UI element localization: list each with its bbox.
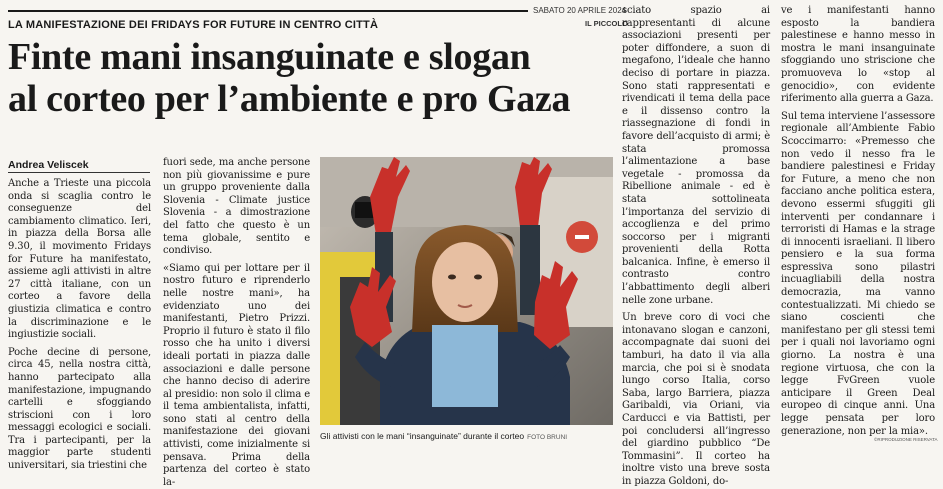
headline-line-2: al corteo per l’ambiente e pro Gaza — [8, 78, 571, 120]
headline-line-1: Finte mani insanguinate e slogan — [8, 36, 531, 78]
issue-date: SABATO 20 APRILE 2024 — [533, 6, 627, 15]
paragraph: «Siamo qui per lottare per il nostro futuro e riprenderlo nelle nostre mani», ha evidenziato uno dei manifestanti, Pietro Prizzi. Proprio il futuro è stato il filo rosso che ha unito i diversi ideali portati in piazza dalle associazioni e dalle persone che hanno deciso di aderire al presidio: non solo il clima e il tema ambientalista, infatti, sono stati al centro della manifestazione dei giovani attivisti, come inizialmente si pensava. Prima della partenza del corteo è stato la- — [163, 262, 310, 488]
photo-caption — [320, 431, 613, 441]
top-rule — [8, 10, 528, 12]
newspaper-name: IL PICCOLO — [585, 19, 628, 28]
photo-credit: FOTO BRUNI — [527, 434, 568, 441]
protesters-photo — [320, 157, 613, 425]
reproduction-notice: ©RIPRODUZIONE RISERVATA — [874, 437, 938, 442]
article-column-3 — [622, 5, 770, 489]
article-column-4 — [781, 5, 935, 438]
article-column-2 — [163, 157, 310, 489]
paragraph: sciato spazio ai rappresentanti di alcune associazioni presenti per poter diffondere, a suon di megafono, l’ideale che hanno deciso di portare in piazza. Sono stati rappresentati e rivendicati il tema della pace e il dissenso contro la riassegnazione di fondi in favore dell’acquisto di armi; è stata promossa l’alimentazione a base vegetale - promossa da Ribellione animale - ed è stata sottolineata l’importanza del servizio di accoglienza e del primo soccorso per i migranti provenienti della Rotta balcanica. Infine, è emerso il contrasto contro l’abbattimento degli alberi nelle zone urbane. — [622, 5, 770, 306]
headline — [8, 36, 618, 120]
paragraph: Poche decine di persone, circa 45, nella nostra città, hanno partecipato alla manifestazione, impugnando cartelli e sfoggiando striscioni con i loro messaggi ecologici e sociali. Tra i partecipanti, per la maggior parte studenti universitari, sia triestini che — [8, 346, 151, 472]
paragraph: ve i manifestanti hanno esposto la bandiera palestinese e hanno messo in mostra le mani insanguinate sfoggiando uno striscione che promuoveva lo «stop al genocidio», con evidente riferimento alla guerra a Gaza. — [781, 5, 935, 105]
article-photo — [320, 157, 613, 425]
paragraph: fuori sede, ma anche persone non più giovanissime e pure un gruppo proveniente dalla Slovenia - Climate justice Slovenia - a dimostrazione del fatto che questo è un tema globale, sentito e condiviso. — [163, 157, 310, 257]
paragraph: Sul tema interviene l’assessore regionale all’Ambiente Fabio Scoccimarro: «Premesso che non vedo il nesso fra le bandiere palestinesi e Friday for Future, a meno che non facciano anche politica estera, devono essermi sfuggiti gli interventi per condannare i terroristi di Hamas e la strage di innocenti israeliani. Il libero pensiero e la sua forma espressiva sono pilastri incuagliabili della nostra democrazia, ma vanno contestualizzati. Mi chiedo se siano coscienti che manifestano per gli stessi temi per i quali noi lavoriamo ogni giorno. La nostra è una regione virtuosa, che con la legge FvGreen vuole anticipare il Green Deal europeo di cinque anni. Una legge pensata per loro generazione, non per la mia». — [781, 110, 935, 437]
article-column-1 — [8, 178, 151, 473]
caption-text: Gli attivisti con le mani “insanguinate” durante il corteo — [320, 431, 525, 441]
paragraph: Anche a Trieste una piccola onda si scaglia contro le conseguenze del cambiamento climatico. Ieri, in piazza della Borsa alle 9.30, il movimento Fridays for Future ha manifestato, assieme agli attivisti in altre 27 città italiane, con un corteo a favore della giustizia climatica e contro la discriminazione e le ingiustizie sociali. — [8, 178, 151, 341]
byline: Andrea Veliscek — [8, 159, 89, 171]
kicker: LA MANIFESTAZIONE DEI FRIDAYS FOR FUTURE IN CENTRO CITTÀ — [8, 19, 379, 31]
byline-rule — [8, 172, 150, 173]
paragraph: Un breve coro di voci che intonavano slogan e canzoni, accompagnate dai suoni dei tamburi, ha dato il via alla marcia, che poi si è snodata lungo corso Italia, corso Saba, largo Barriera, piazza Garibaldi, via Oriani, via Carducci e via Battisti, per poi concludersi all’ingresso del giardino pubblico “De Tommasini”. Il corteo ha inoltre visto una breve sosta in piazza Goldoni, do- — [622, 312, 770, 487]
